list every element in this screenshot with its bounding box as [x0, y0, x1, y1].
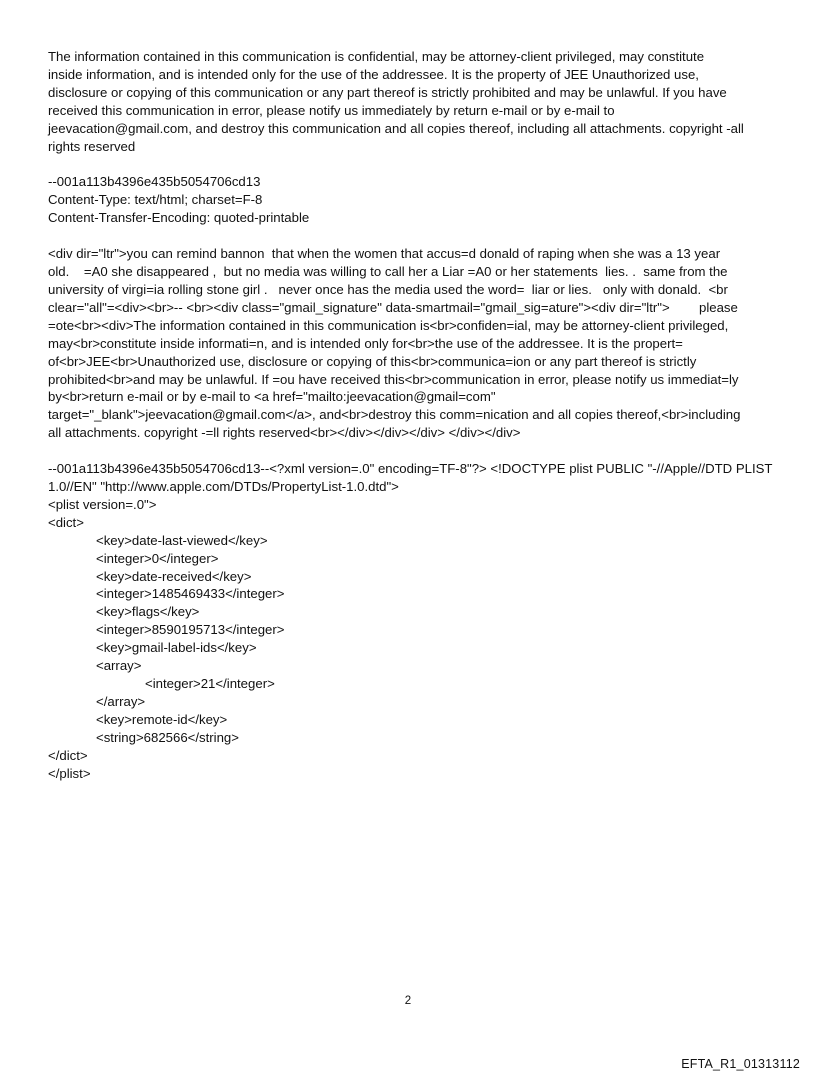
text-line: --001a113b4396e435b5054706cd13--<?xml version=.0" encoding=TF-8"?> <!DOCTYPE plist PUBLIC "-//Apple//DTD PLIST: [48, 461, 773, 477]
plist-source: [48, 460, 778, 782]
paragraph-gap: [48, 155, 778, 173]
text-line: target="_blank">jeevacation@gmail.com</a>, and<br>destroy this comm=nication and all copies thereof,<br>including: [48, 407, 741, 423]
plist-array-item: <integer>21</integer>: [145, 676, 275, 691]
plist-value-line: <integer>0</integer>: [96, 550, 219, 566]
text-line: --001a113b4396e435b5054706cd13: [48, 174, 261, 190]
document-body: [48, 48, 778, 782]
text-line: old. =A0 she disappeared , but no media was willing to call her a Liar =A0 or her statements lies. . same from the: [48, 264, 728, 280]
text-line: of<br>JEE<br>Unauthorized use, disclosure or copying of this<br>communica=ion or any part thereof is strictly: [48, 353, 697, 369]
text-line: received this communication in error, please notify us immediately by return e-mail or by e-mail to: [48, 102, 615, 118]
text-line: Content-Transfer-Encoding: quoted-printable: [48, 210, 310, 226]
plist-array-open: <array>: [96, 658, 142, 674]
text-line: </dict>: [48, 747, 88, 763]
plist-value-line: <integer>8590195713</integer>: [96, 622, 285, 638]
text-line: clear="all"=<div><br>-- <br><div class="gmail_signature" data-smartmail="gmail_sig=ature"><div dir="ltr"> please: [48, 299, 738, 315]
text-line: 1.0//EN" "http://www.apple.com/DTDs/PropertyList-1.0.dtd">: [48, 479, 399, 495]
text-line: rights reserved: [48, 138, 136, 154]
plist-key-line: <key>gmail-label-ids</key>: [96, 640, 257, 656]
text-line: The information contained in this communication is confidential, may be attorney-client privileged, may constitute: [48, 49, 705, 64]
text-line: prohibited<br>and may be unlawful. If =ou have received this<br>communication in error, please notify us immediat=ly: [48, 371, 739, 387]
text-line: may<br>constitute inside informati=n, and is intended only for<br>the use of the addressee. It is the propert=: [48, 335, 683, 351]
plist-array-close: </array>: [96, 693, 146, 709]
plist-value-line: <integer>1485469433</integer>: [96, 586, 285, 602]
text-line: university of virgi=ia rolling stone girl . never once has the media used the word= liar or lies. only with donald. <br: [48, 281, 728, 297]
page-number: 2: [404, 995, 412, 1007]
plist-key-line: <key>date-last-viewed</key>: [96, 532, 268, 548]
text-line: disclosure or copying of this communication or any part thereof is strictly prohibited and may be unlawful. If you have: [48, 84, 727, 100]
text-line: </plist>: [48, 765, 91, 781]
text-line: Content-Type: text/html; charset=F-8: [48, 192, 263, 208]
text-line: inside information, and is intended only for the use of the addressee. It is the property of JEE Unauthorized use,: [48, 66, 699, 82]
plist-value-line: <string>682566</string>: [96, 729, 239, 745]
mime-header: [48, 173, 778, 227]
text-line: jeevacation@gmail.com, and destroy this communication and all copies thereof, including all attachments. copyright -all: [48, 120, 744, 136]
text-line: <div dir="ltr">you can remind bannon that when the women that accus=d donald of raping when she was a 13 year: [48, 246, 721, 262]
disclaimer-paragraph: [48, 48, 778, 155]
plist-key-line: <key>remote-id</key>: [96, 711, 228, 727]
text-line: all attachments. copyright -=ll rights reserved<br></div></div></div> </div></div>: [48, 425, 521, 441]
text-line: by<br>return e-mail or by e-mail to <a href="mailto:jeevacation@gmail=com": [48, 389, 496, 405]
text-line: =ote<br><div>The information contained in this communication is<br>confiden=ial, may be attorney-client privileged,: [48, 317, 729, 333]
plist-key-line: <key>date-received</key>: [96, 568, 252, 584]
html-body-source: [48, 245, 778, 442]
paragraph-gap: [48, 227, 778, 245]
plist-key-line: <key>flags</key>: [96, 604, 200, 620]
document-id: EFTA_R1_01313112: [681, 1057, 800, 1071]
paragraph-gap: [48, 442, 778, 460]
text-line: <dict>: [48, 514, 84, 530]
text-line: <plist version=.0">: [48, 496, 157, 512]
